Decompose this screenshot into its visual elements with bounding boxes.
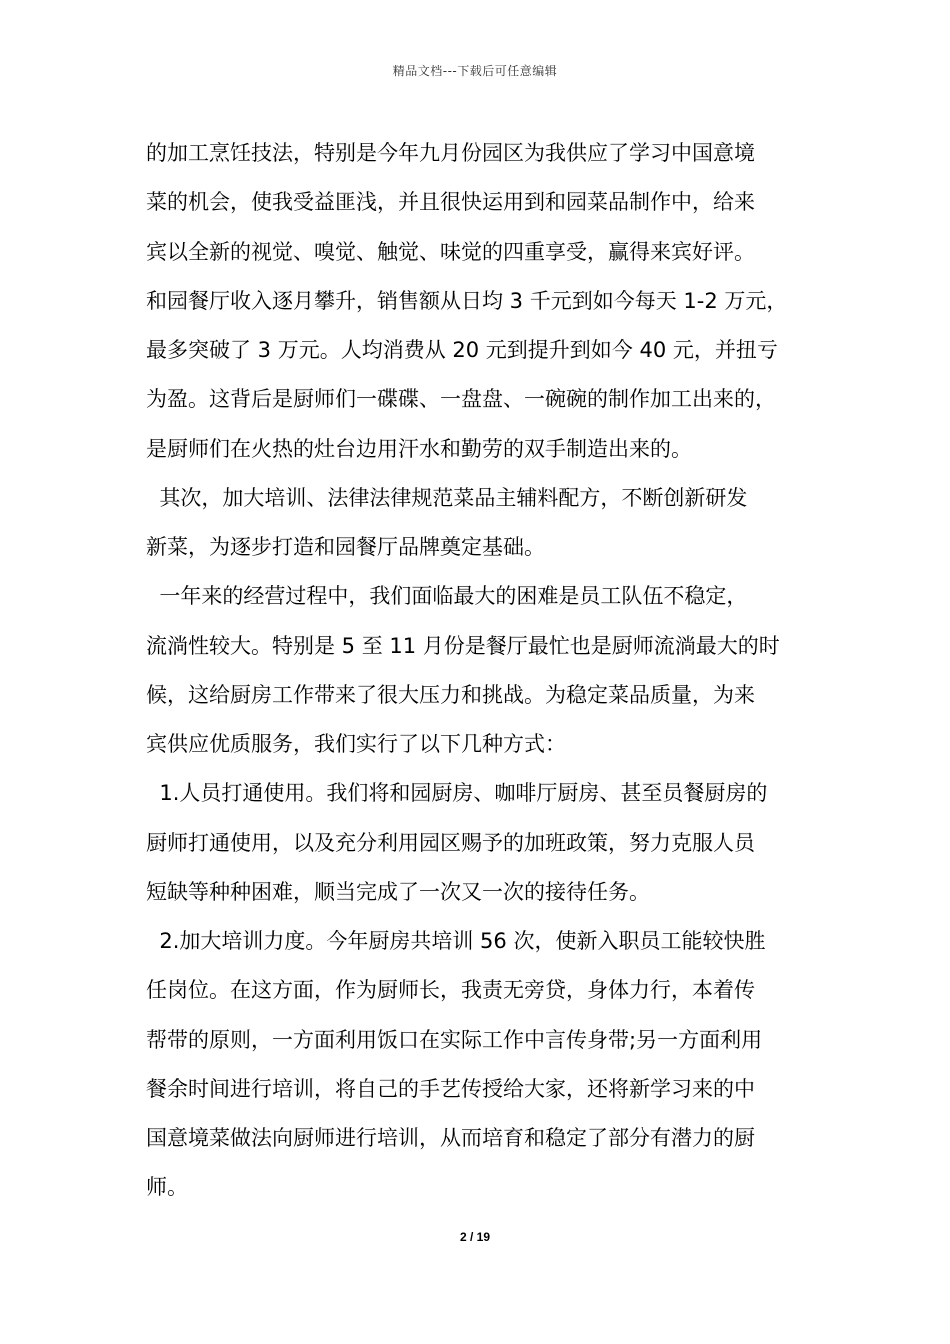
text-line: 菜的机会，使我受益匪浅，并且很快运用到和园菜品制作中，给来	[146, 190, 755, 215]
text-line: 是厨师们在火热的灶台边用汗水和勤劳的双手制造出来的。	[146, 436, 692, 461]
text-line: 宾供应优质服务，我们实行了以下几种方式：	[146, 732, 566, 756]
text-line: 新菜，为逐步打造和园餐厅品牌奠定基础。	[146, 535, 545, 559]
text-line: 和园餐厅收入逐月攀升，销售额从日均 3 千元到如今每天 1-2 万元，	[146, 288, 788, 313]
text-line: 候，这给厨房工作带来了很大压力和挑战。为稳定菜品质量，为来	[146, 682, 755, 707]
text-line: 任岗位。在这方面，作为厨师长，我责无旁贷，身体力行，本着传	[146, 978, 755, 1003]
text-line: 1.人员打通使用。我们将和园厨房、咖啡厅厨房、甚至员餐厨房的	[146, 781, 768, 806]
text-line: 最多突破了 3 万元。人均消费从 20 元到提升到如今 40 元，并扭亏	[146, 338, 778, 362]
text-line: 厨师打通使用，以及充分利用园区赐予的加班政策，努力克服人员	[146, 830, 755, 855]
text-line: 的加工烹饪技法，特别是今年九月份园区为我供应了学习中国意境	[146, 141, 755, 165]
page-number: 2 / 19	[459, 1230, 491, 1244]
text-line: 师。	[146, 1175, 188, 1200]
text-line: 其次，加大培训、法律法律规范菜品主辅料配方，不断创新研发	[146, 485, 748, 510]
text-line: 餐余时间进行培训，将自己的手艺传授给大家，还将新学习来的中	[146, 1076, 755, 1101]
text-line: 宾以全新的视觉、嗅觉、触觉、味觉的四重享受，赢得来宾好评。	[146, 239, 755, 264]
text-line: 流淌性较大。特别是 5 至 11 月份是餐厅最忙也是厨师流淌最大的时	[146, 633, 780, 658]
text-line: 2.加大培训力度。今年厨房共培训 56 次，使新入职员工能较快胜	[146, 929, 766, 953]
text-line: 为盈。这背后是厨师们一碟碟、一盘盘、一碗碗的制作加工出来的，	[146, 387, 776, 412]
text-line: 一年来的经营过程中，我们面临最大的困难是员工队伍不稳定，	[146, 584, 748, 609]
text-line: 短缺等种种困难，顺当完成了一次又一次的接待任务。	[146, 879, 650, 904]
text-line: 国意境菜做法向厨师进行培训，从而培育和稳定了部分有潜力的厨	[146, 1126, 755, 1150]
page-header: 精品文档---下载后可任意编辑	[392, 64, 558, 78]
text-line: 帮带的原则，一方面利用饭口在实际工作中言传身带;另一方面利用	[146, 1027, 763, 1052]
document-body	[146, 129, 814, 1213]
